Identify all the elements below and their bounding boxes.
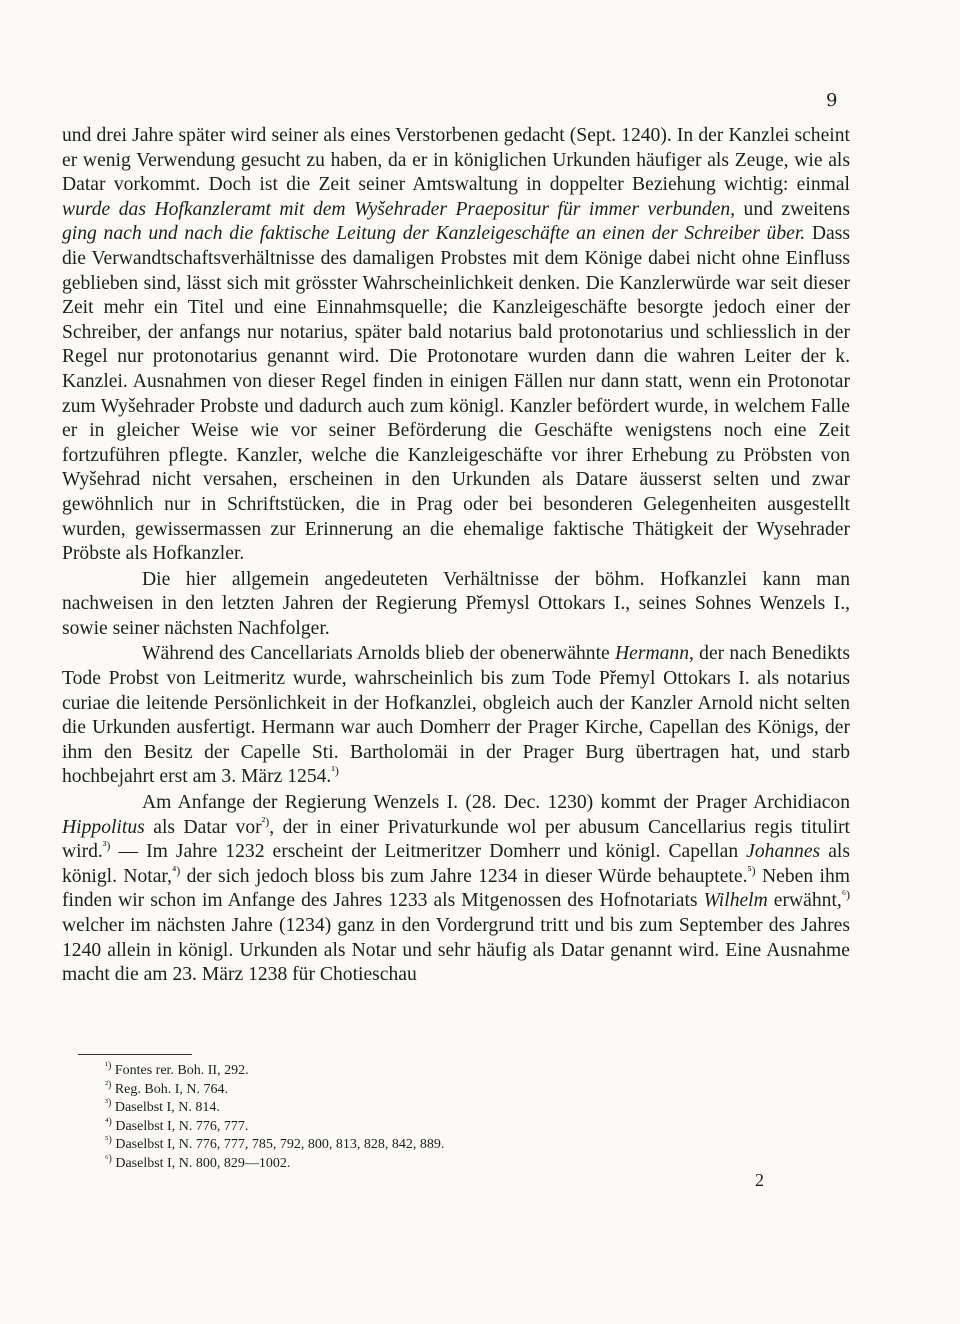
text-segment: , der in einer Privaturkunde wol per abusum Cancellarius regis titulirt wird. bbox=[62, 816, 850, 863]
text-segment: welcher im nächsten Jahre (1234) ganz in den Vordergrund tritt und bis zum September des Jahres 1240 allein in königl. Urkunden als Notar und sehr häufig als Datar genannt wird. Eine Ausnahme macht die am 23. März 1238 für Chotieschau bbox=[62, 915, 850, 986]
text-segment: Die hier allgemein angedeuteten Verhältnisse der böhm. Hofkanzlei kann man nachweisen in den letzten Jahren der Regierung Přemysl Ottokars I., seines Sohnes Wenzels I., sowie seiner nächsten Nachfolger. bbox=[62, 568, 850, 639]
emphasized-text: Wilhelm bbox=[703, 890, 768, 912]
footnote-mark: ²) bbox=[105, 1078, 112, 1090]
footnote-reference: ⁵) bbox=[747, 863, 756, 878]
text-segment: Neben ihm finden wir schon im Anfange des Jahres 1233 als Mitgenossen des Hofnotariats bbox=[62, 865, 850, 912]
footnote-mark: ¹) bbox=[105, 1060, 112, 1072]
footnote-text: Daselbst I, N. 800, 829—1002. bbox=[115, 1155, 291, 1171]
body-text bbox=[62, 124, 850, 988]
footnote bbox=[105, 1062, 705, 1081]
footnote bbox=[105, 1136, 705, 1155]
footnote-mark: ³) bbox=[105, 1097, 112, 1109]
text-segment: und zweitens bbox=[735, 198, 850, 220]
footnote-text: Daselbst I, N. 776, 777. bbox=[115, 1118, 249, 1134]
paragraph bbox=[62, 568, 850, 642]
text-segment: der sich jedoch bloss bis zum Jahre 1234 in dieser Würde behauptete. bbox=[180, 865, 748, 887]
footnotes bbox=[105, 1062, 705, 1173]
text-segment: als Datar vor bbox=[144, 816, 262, 838]
emphasized-text: Johannes bbox=[746, 841, 821, 863]
emphasized-text: Hippolitus bbox=[62, 816, 145, 838]
footnote-mark: ⁵) bbox=[105, 1134, 112, 1146]
emphasized-text: wurde das Hofkanzleramt mit dem Wyšehrader Praepositur für immer verbunden, bbox=[62, 198, 736, 220]
text-segment: als königl. Notar, bbox=[62, 841, 850, 887]
paragraph bbox=[62, 124, 850, 567]
text-segment: erwähnt, bbox=[767, 890, 842, 912]
footnote bbox=[105, 1152, 705, 1174]
paragraph bbox=[62, 642, 850, 790]
page-number: 9 bbox=[826, 90, 838, 111]
text-segment: der nach Benedikts Tode Probst von Leitmeritz wurde, wahrscheinlich bis zum Tode Přemyl Ottokars I. als notarius curiae die leitende Persönlichkeit in der Hofkanzlei, obgleich auch der Kanzler Arnold nicht selten die Urkunden ausfertigt. Hermann war auch Domherr der Prager Kirche, Capellan des Königs, der ihm den Besitz der Capelle Sti. Bartholomäi in der Prager Burg übertragen hat, und starb hochbejahrt erst am 3. März 1254. bbox=[62, 643, 851, 788]
text-segment: Am Anfange der Regierung Wenzels I. (28. Dec. 1230) kommt der Prager Archidiacon bbox=[142, 792, 850, 814]
footnote-divider bbox=[78, 1054, 192, 1055]
footnote-reference: ⁴) bbox=[172, 863, 181, 878]
text-segment: und drei Jahre später wird seiner als eines Verstorbenen gedacht (Sept. 1240). In der Kanzlei scheint er wenig Verwendung gesucht zu haben, da er in königlichen Urkunden häufiger als Zeuge, wie als Datar vorkommt. Doch ist die Zeit seiner Amtswaltung in doppelter Beziehung wichtig: einmal bbox=[62, 125, 850, 196]
footnote-text: Daselbst I, N. 814. bbox=[114, 1100, 220, 1115]
footnote-reference: ³) bbox=[102, 838, 111, 853]
footnote-mark: ⁴) bbox=[105, 1115, 112, 1127]
footnote-mark: ⁶) bbox=[105, 1152, 112, 1164]
signature-mark: 2 bbox=[755, 1170, 764, 1190]
footnote-text: Fontes rer. Boh. II, 292. bbox=[114, 1063, 249, 1078]
footnote-text: Daselbst I, N. 776, 777, 785, 792, 800, 813, 828, 842, 889. bbox=[115, 1137, 445, 1152]
footnote bbox=[105, 1115, 705, 1137]
paragraph bbox=[62, 791, 850, 988]
footnote-reference: ²) bbox=[261, 814, 270, 829]
text-segment: — Im Jahre 1232 erscheint der Leitmeritzer Domherr und königl. Capellan bbox=[110, 841, 747, 863]
footnote bbox=[105, 1078, 705, 1100]
emphasized-text: Hermann, bbox=[615, 643, 694, 665]
footnote-reference: ⁶) bbox=[841, 887, 851, 902]
footnote-reference: ¹) bbox=[331, 763, 339, 778]
text-segment: Dass die Verwandtschaftsverhältnisse des damaligen Probstes mit dem Könige dabei nicht ohne Einfluss geblieben sind, lässt sich mit grösster Wahrscheinlichkeit denken. Die Kanzlerwürde war seit dieser Zeit mehr ein Titel und eine Einnahmsquelle; die Kanzleigeschäfte besorgte jedoch einer der Schreiber, der anfangs nur notarius, später bald notarius bald protonotarius und schliesslich in der Regel nur protonotarius genannt wird. Die Protonotare wurden dann die wahren Leiter der k. Kanzlei. Ausnahmen von dieser Regel finden in einigen Fällen nur dann statt, wenn ein Protonotar zum Wyšehrader Probste und dadurch auch zum königl. Kanzler befördert wurde, in welchem Falle er in gleicher Weise wie vor seiner Beförderung die Geschäfte wenigstens noch eine Zeit fortzuführen pflegte. Kanzler, welche die Kanzleigeschäfte vor ihrer Erhebung zu Pröbsten von Wyšehrad nicht versahen, erscheinen in den Urkunden als Datare äusserst selten und zwar gewöhnlich nur in Schriftstücken, die in Prag oder bei besonderen Gelegenheiten ausgestellt wurden, gewissermassen zur Erinnerung an die ehemalige faktische Thätigkeit der Wysehrader Pröbste als Hofkanzler. bbox=[62, 223, 851, 565]
footnote-text: Reg. Boh. I, N. 764. bbox=[114, 1081, 228, 1097]
text-segment: Während des Cancellariats Arnolds blieb der obenerwähnte bbox=[142, 643, 615, 665]
footnote bbox=[105, 1099, 705, 1118]
emphasized-text: ging nach und nach die faktische Leitung der Kanzleigeschäfte an einen der Schreiber über. bbox=[62, 223, 806, 245]
